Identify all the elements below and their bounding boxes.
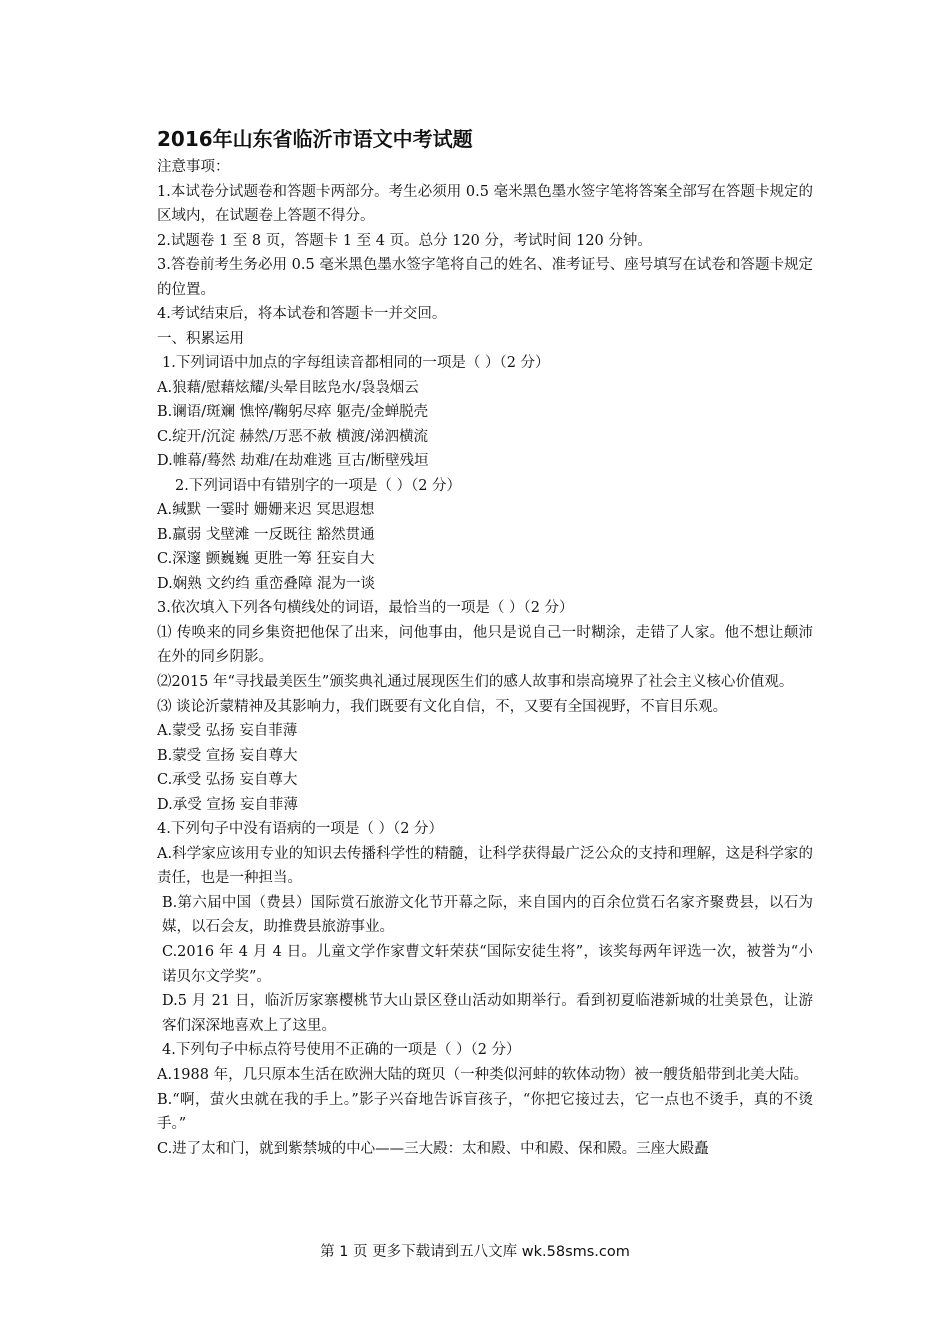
document-title: 2016年山东省临沂市语文中考试题 — [157, 127, 473, 151]
notice-item-4: 4.考试结束后，将本试卷和答题卡一并交回。 — [157, 306, 447, 323]
question-5-option-b: B.“啊，萤火虫就在我的手上。”影子兴奋地告诉盲孩子，“你把它接过去，它一点也不烫手，真的不烫手。” — [157, 1091, 813, 1133]
question-5-option-a: A.1988 年，几只原本生活在欧洲大陆的斑贝（一种类似河蚌的软体动物）被一艘货船带到北美大陆。 — [157, 1066, 809, 1083]
question-1: 1.下列词语中加点的字每组读音都相同的一项是（ ）（2 分） — [162, 355, 550, 372]
question-1-option-c: C.绽开/沉淀 赫然/万恶不赦 横渡/涕泗横流 — [157, 428, 429, 445]
question-3-option-a: A.蒙受 弘扬 妄自菲薄 — [157, 723, 298, 740]
question-3: 3.依次填入下列各句横线处的词语，最恰当的一项是（ ）（2 分） — [157, 600, 574, 617]
question-3-option-c: C.承受 弘扬 妄自尊大 — [157, 772, 298, 789]
question-4-option-c: C.2016 年 4 月 4 日。儿童文学作家曹文轩荣获“国际安徒生将”，该奖每两年评选一次，被誉为“小诺贝尔文学奖”。 — [162, 944, 813, 985]
document-body — [145, 118, 813, 1161]
question-4-option-d: D.5 月 21 日，临沂厉家寨樱桃节大山景区登山活动如期举行。看到初夏临港新城的壮美景色，让游客们深深地喜欢上了这里。 — [162, 993, 813, 1034]
question-5-option-c: C.进了太和门，就到紫禁城的中心——三大殿：太和殿、中和殿、保和殿。三座大殿矗 — [157, 1140, 709, 1157]
question-4-option-a: A.科学家应该用专业的知识去传播科学性的精髓，让科学获得最广泛公众的支持和理解，这是科学家的责任，也是一种担当。 — [157, 845, 813, 887]
question-3-sentence-1: ⑴ 传唤来的同乡集资把他保了出来，问他事由，他只是说自己一时糊涂，走错了人家。他不想让颠沛在外的同乡阴影。 — [157, 624, 813, 666]
question-1-option-a: A.狼藉/慰藉炫耀/头晕目眩凫水/袅袅烟云 — [157, 379, 419, 396]
question-2-option-c: C.深邃 颤巍巍 更胜一筹 狂妄自大 — [157, 551, 375, 568]
section-heading: 一、积累运用 — [157, 330, 244, 347]
notice-item-3: 3.答卷前考生务必用 0.5 毫米黑色墨水签字笔将自己的姓名、准考证号、座号填写在试卷和答题卡规定的位置。 — [157, 257, 813, 298]
question-2-option-a: A.缄默 一霎时 姗姗来迟 冥思遐想 — [157, 502, 375, 519]
question-3-option-b: B.蒙受 宣扬 妄自尊大 — [157, 747, 298, 764]
notice-item-2: 2.试题卷 1 至 8 页，答题卡 1 至 4 页。总分 120 分，考试时间 120 分钟。 — [157, 232, 652, 249]
question-2: 2.下列词语中有错别字的一项是（ ）（2 分） — [175, 477, 462, 494]
question-4: 4.下列句子中没有语病的一项是（ ）（2 分） — [157, 821, 444, 838]
question-3-option-d: D.承受 宣扬 妄自菲薄 — [157, 796, 298, 813]
question-2-option-d: D.娴熟 文约绉 重峦叠障 混为一谈 — [157, 575, 376, 592]
page-footer: 第 1 页 更多下载请到五八文库 wk.58sms.com — [320, 1244, 630, 1260]
question-1-option-b: B.谰语/斑斓 憔悴/鞠躬尽瘁 躯壳/金蝉脱壳 — [157, 404, 429, 421]
question-3-sentence-3: ⑶ 谈论沂蒙精神及其影响力，我们既要有文化自信，不，又要有全国视野，不盲目乐观。 — [157, 698, 728, 715]
question-1-option-d: D.帷幕/蓦然 劫难/在劫难逃 亘古/断壁残垣 — [157, 453, 429, 470]
question-2-option-b: B.羸弱 戈壁滩 一反既往 豁然贯通 — [157, 526, 375, 543]
question-4-option-b: B.第六届中国（费县）国际赏石旅游文化节开幕之际，来自国内的百余位赏石名家齐聚费县，以石为媒，以石会友，助推费县旅游事业。 — [162, 894, 813, 936]
notice-item-1: 1.本试卷分试题卷和答题卡两部分。考生必须用 0.5 毫米黑色墨水签字笔将答案全部写在答题卡规定的区域内，在试题卷上答题不得分。 — [157, 183, 813, 225]
notice-header: 注意事项： — [157, 159, 230, 175]
question-5: 4.下列句子中标点符号使用不正确的一项是（ ）（2 分） — [162, 1042, 521, 1059]
question-3-sentence-2: ⑵2015 年“寻找最美医生”颁奖典礼通过展现医生们的感人故事和崇高境界了社会主义核心价值观。 — [157, 674, 794, 691]
